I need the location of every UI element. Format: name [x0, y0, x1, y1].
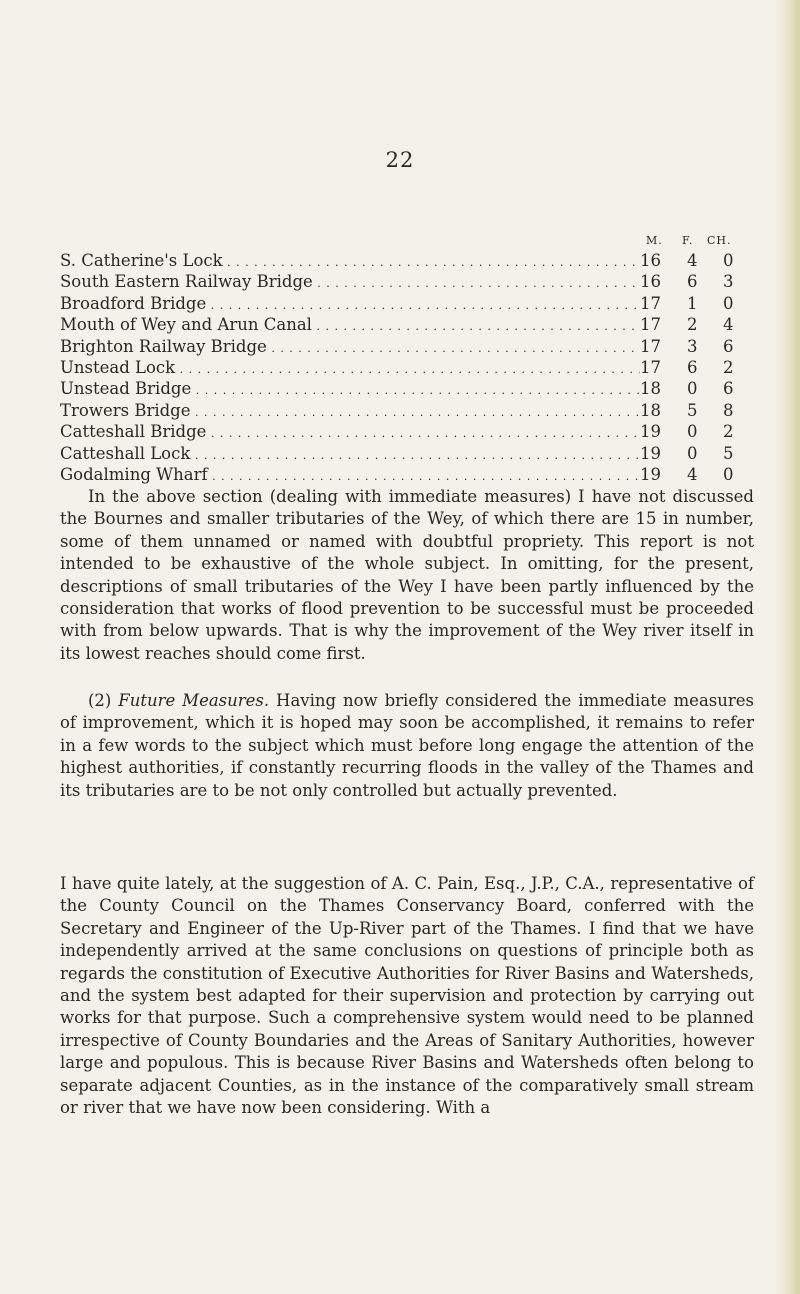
furlongs-value: 0: [687, 379, 698, 399]
chains-value: 0: [723, 293, 734, 313]
header-miles: M.: [646, 234, 663, 247]
location-name: South Eastern Railway Bridge . . .: [60, 271, 640, 294]
furlongs-value: 6: [687, 272, 698, 292]
miles-value: 17: [640, 357, 661, 377]
furlongs-value: 0: [687, 443, 698, 463]
chains-value: 8: [723, 400, 734, 420]
location-name: Unstead Lock . . .: [60, 357, 640, 380]
furlongs-value: 0: [687, 422, 698, 442]
furlongs-value: 3: [687, 336, 698, 356]
miles-value: 18: [640, 400, 661, 420]
miles-value: 19: [640, 422, 661, 442]
chains-value: 2: [723, 357, 734, 377]
table-row: [60, 250, 760, 271]
paragraph-immediate-measures: In the above section (dealing with immediate measures) I have not discussed the Bournes and smaller tributaries of the Wey, of which there are 15 in number, some of them unnamed or named with doubtful propriety. This report is not intended to be exhaustive of the whole subject. In omitting, for the present, descriptions of small tributaries of the Wey I have been partly influenced by the consideration that works of flood prevention to be successful must be proceeded with from below upwards. That is why the improvement of the Wey river itself in its lowest reaches should come first.: [60, 487, 754, 663]
location-name: Broadford Bridge . . .: [60, 293, 640, 316]
location-name: Trowers Bridge . . .: [60, 400, 640, 423]
furlongs-value: 4: [687, 251, 698, 270]
miles-value: 18: [640, 379, 661, 399]
table-row: [60, 400, 760, 421]
table-row: [60, 314, 760, 335]
chains-value: 3: [723, 272, 734, 292]
miles-value: 19: [640, 443, 661, 463]
furlongs-value: 5: [687, 400, 698, 420]
miles-value: 19: [640, 464, 661, 484]
chains-value: 4: [723, 315, 734, 335]
table-row: [60, 336, 760, 357]
miles-value: 16: [640, 272, 661, 292]
table-row: [60, 378, 760, 399]
chains-value: 0: [723, 464, 734, 484]
chains-value: 6: [723, 336, 734, 356]
location-name: Catteshall Bridge . . .: [60, 421, 640, 444]
paragraph-future-measures: [60, 690, 754, 802]
miles-value: 16: [640, 251, 661, 270]
miles-value: 17: [640, 336, 661, 356]
distance-table: [60, 250, 760, 485]
furlongs-value: 6: [687, 357, 698, 377]
table-column-headers: [640, 234, 800, 250]
location-name: Mouth of Wey and Arun Canal . . .: [60, 314, 640, 337]
header-furlongs: F.: [682, 234, 694, 247]
header-chains: CH.: [707, 234, 732, 247]
paragraph-conference: I have quite lately, at the suggestion of A. C. Pain, Esq., J.P., C.A., representative of the County Council on the Thames Conservancy Board, conferred with the Secretary and Engineer of the Up-River part of the Thames. I find that we have independently arrived at the same conclusions on questions of principle both as regards the constitution of Executive Authorities for River Basins and Watersheds, and the system best adapted for their supervision and protection by carrying out works for that purpose. Such a comprehensive system would need to be planned irrespective of County Boundaries and the Areas of Sanitary Authorities, however large and populous. This is because River Basins and Watersheds often belong to separate adjacent Counties, as in the instance of the comparatively small stream or river that we have now been considering. With a: [60, 874, 754, 1118]
miles-value: 17: [640, 293, 661, 313]
chains-value: 0: [723, 251, 734, 270]
section-heading: Future Measures.: [118, 691, 270, 710]
chains-value: 6: [723, 379, 734, 399]
location-name: S. Catherine's Lock . . .: [60, 250, 640, 273]
page-number: 22: [385, 148, 415, 172]
table-row: [60, 271, 760, 292]
furlongs-value: 2: [687, 315, 698, 335]
table-row: [60, 293, 760, 314]
chains-value: 2: [723, 422, 734, 442]
section-number: (2): [88, 691, 119, 710]
furlongs-value: 4: [687, 464, 698, 484]
table-row: [60, 443, 760, 464]
location-name: Unstead Bridge . . .: [60, 378, 640, 401]
location-name: Catteshall Lock . . .: [60, 443, 640, 466]
table-row: [60, 421, 760, 442]
page-edge-shadow: [774, 0, 800, 1294]
chains-value: 5: [723, 443, 734, 463]
location-name: Brighton Railway Bridge . . .: [60, 336, 640, 359]
location-name: Godalming Wharf . . .: [60, 464, 640, 487]
miles-value: 17: [640, 315, 661, 335]
table-row: [60, 464, 760, 485]
furlongs-value: 1: [687, 293, 698, 313]
table-row: [60, 357, 760, 378]
section-body: Having now briefly considered the immediate measures of improvement, which it is hoped may soon be accomplished, it remains to refer in a few words to the subject which must before long engage the attention of the highest authorities, if constantly recurring floods in the valley of the Thames and its tributaries are to be not only controlled but actually prevented.: [60, 691, 754, 800]
